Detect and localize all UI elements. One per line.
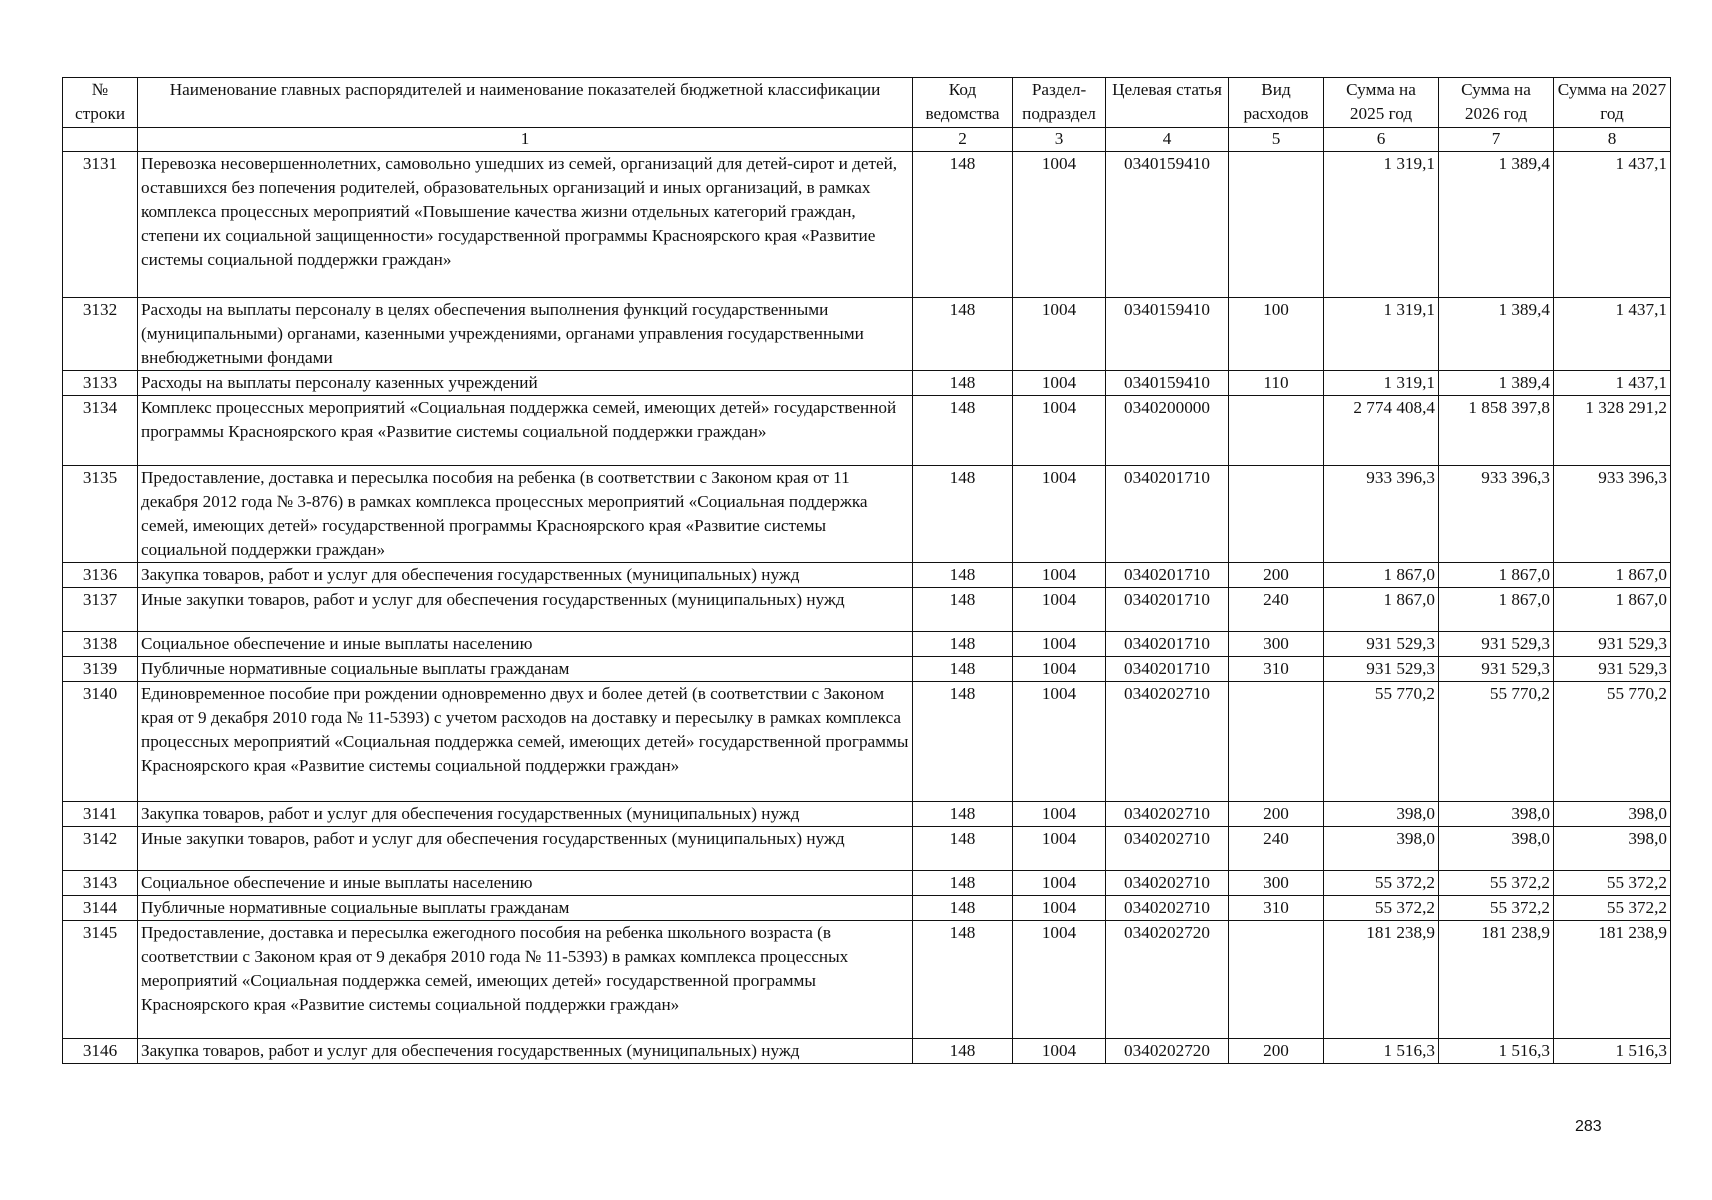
- sum-2025: 55 770,2: [1324, 682, 1439, 802]
- sum-2025: 1 319,1: [1324, 298, 1439, 371]
- header-expense-type: Вид расходов: [1229, 78, 1324, 128]
- sum-2025: 931 529,3: [1324, 632, 1439, 657]
- expense-type: [1229, 396, 1324, 466]
- dept-code: 148: [913, 298, 1013, 371]
- expense-type: 310: [1229, 657, 1324, 682]
- row-number: 3137: [63, 588, 138, 632]
- sum-2026: 1 858 397,8: [1439, 396, 1554, 466]
- row-name: Комплекс процессных мероприятий «Социальная поддержка семей, имеющих детей» государственной программы Красноярского края «Развитие системы социальной поддержки граждан»: [138, 396, 913, 466]
- sum-2025: 55 372,2: [1324, 871, 1439, 896]
- expense-type: [1229, 682, 1324, 802]
- target-item: 0340159410: [1106, 152, 1229, 298]
- row-number: 3142: [63, 827, 138, 871]
- target-item: 0340202710: [1106, 827, 1229, 871]
- section-code: 1004: [1013, 896, 1106, 921]
- row-name: Иные закупки товаров, работ и услуг для обеспечения государственных (муниципальных) нужд: [138, 827, 913, 871]
- header-sum-2025: Сумма на 2025 год: [1324, 78, 1439, 128]
- target-item: 0340201710: [1106, 588, 1229, 632]
- row-number: 3133: [63, 371, 138, 396]
- expense-type: 300: [1229, 632, 1324, 657]
- sum-2027: 1 437,1: [1554, 371, 1671, 396]
- section-code: 1004: [1013, 298, 1106, 371]
- section-code: 1004: [1013, 827, 1106, 871]
- target-item: 0340201710: [1106, 466, 1229, 563]
- row-number: 3141: [63, 802, 138, 827]
- sum-2027: 1 867,0: [1554, 563, 1671, 588]
- dept-code: 148: [913, 921, 1013, 1039]
- row-name: Закупка товаров, работ и услуг для обеспечения государственных (муниципальных) нужд: [138, 1039, 913, 1064]
- sum-2027: 181 238,9: [1554, 921, 1671, 1039]
- sum-2025: 1 516,3: [1324, 1039, 1439, 1064]
- target-item: 0340159410: [1106, 371, 1229, 396]
- section-code: 1004: [1013, 563, 1106, 588]
- sum-2026: 933 396,3: [1439, 466, 1554, 563]
- table-row: [63, 563, 1671, 588]
- dept-code: 148: [913, 1039, 1013, 1064]
- expense-type: [1229, 921, 1324, 1039]
- sum-2027: 398,0: [1554, 827, 1671, 871]
- expense-type: [1229, 152, 1324, 298]
- row-name: Закупка товаров, работ и услуг для обеспечения государственных (муниципальных) нужд: [138, 563, 913, 588]
- header-name: Наименование главных распорядителей и наименование показателей бюджетной классификации: [138, 78, 913, 128]
- expense-type: 200: [1229, 802, 1324, 827]
- section-code: 1004: [1013, 466, 1106, 563]
- sum-2026: 931 529,3: [1439, 632, 1554, 657]
- column-number: 6: [1324, 128, 1439, 152]
- section-code: 1004: [1013, 152, 1106, 298]
- sum-2025: 55 372,2: [1324, 896, 1439, 921]
- dept-code: 148: [913, 152, 1013, 298]
- sum-2025: 931 529,3: [1324, 657, 1439, 682]
- target-item: 0340202710: [1106, 682, 1229, 802]
- sum-2025: 2 774 408,4: [1324, 396, 1439, 466]
- table-row: [63, 298, 1671, 371]
- expense-type: 100: [1229, 298, 1324, 371]
- target-item: 0340202710: [1106, 896, 1229, 921]
- sum-2026: 398,0: [1439, 827, 1554, 871]
- expense-type: [1229, 466, 1324, 563]
- sum-2027: 933 396,3: [1554, 466, 1671, 563]
- target-item: 0340202720: [1106, 921, 1229, 1039]
- row-name: Закупка товаров, работ и услуг для обеспечения государственных (муниципальных) нужд: [138, 802, 913, 827]
- dept-code: 148: [913, 466, 1013, 563]
- sum-2027: 1 437,1: [1554, 152, 1671, 298]
- table-row: [63, 371, 1671, 396]
- sum-2027: 55 770,2: [1554, 682, 1671, 802]
- sum-2026: 55 372,2: [1439, 896, 1554, 921]
- table-row: [63, 1039, 1671, 1064]
- row-name: Перевозка несовершеннолетних, самовольно ушедших из семей, организаций для детей-сирот и детей, оставшихся без попечения родителей, образовательных организаций и иных организаций, в рамках комплекса процессных мероприятий «Повышение качества жизни отдельных категорий граждан, степени их социальной защищенности» государственной программы Красноярского края «Развитие системы социальной поддержки граждан»: [138, 152, 913, 298]
- table-row: [63, 871, 1671, 896]
- section-code: 1004: [1013, 871, 1106, 896]
- sum-2026: 181 238,9: [1439, 921, 1554, 1039]
- sum-2025: 181 238,9: [1324, 921, 1439, 1039]
- expense-type: 300: [1229, 871, 1324, 896]
- column-number: 2: [913, 128, 1013, 152]
- row-number: 3134: [63, 396, 138, 466]
- row-name: Иные закупки товаров, работ и услуг для обеспечения государственных (муниципальных) нужд: [138, 588, 913, 632]
- column-number: 5: [1229, 128, 1324, 152]
- sum-2026: 1 389,4: [1439, 152, 1554, 298]
- expense-type: 240: [1229, 827, 1324, 871]
- sum-2026: 398,0: [1439, 802, 1554, 827]
- target-item: 0340201710: [1106, 563, 1229, 588]
- sum-2027: 55 372,2: [1554, 896, 1671, 921]
- header-dept-code: Код ведомства: [913, 78, 1013, 128]
- table-row: [63, 152, 1671, 298]
- row-number: 3135: [63, 466, 138, 563]
- row-number: 3138: [63, 632, 138, 657]
- expense-type: 240: [1229, 588, 1324, 632]
- sum-2025: 1 867,0: [1324, 588, 1439, 632]
- sum-2027: 1 867,0: [1554, 588, 1671, 632]
- row-name: Социальное обеспечение и иные выплаты населению: [138, 632, 913, 657]
- sum-2026: 1 867,0: [1439, 588, 1554, 632]
- expense-type: 200: [1229, 1039, 1324, 1064]
- sum-2027: 1 516,3: [1554, 1039, 1671, 1064]
- sum-2025: 1 319,1: [1324, 152, 1439, 298]
- dept-code: 148: [913, 588, 1013, 632]
- sum-2027: 55 372,2: [1554, 871, 1671, 896]
- section-code: 1004: [1013, 1039, 1106, 1064]
- section-code: 1004: [1013, 682, 1106, 802]
- sum-2027: 398,0: [1554, 802, 1671, 827]
- expense-type: 310: [1229, 896, 1324, 921]
- sum-2025: 398,0: [1324, 802, 1439, 827]
- page-number: 283: [1575, 1118, 1602, 1135]
- dept-code: 148: [913, 371, 1013, 396]
- table-row: [63, 896, 1671, 921]
- row-number: 3145: [63, 921, 138, 1039]
- table-body: [63, 152, 1671, 1064]
- row-number: 3136: [63, 563, 138, 588]
- section-code: 1004: [1013, 657, 1106, 682]
- table-row: [63, 632, 1671, 657]
- target-item: 0340201710: [1106, 632, 1229, 657]
- column-number: 3: [1013, 128, 1106, 152]
- sum-2025: 933 396,3: [1324, 466, 1439, 563]
- dept-code: 148: [913, 871, 1013, 896]
- row-number: 3146: [63, 1039, 138, 1064]
- row-name: Предоставление, доставка и пересылка пособия на ребенка (в соответствии с Законом края от 11 декабря 2012 года № 3-876) в рамках комплекса процессных мероприятий «Социальная поддержка семей, имеющих детей» государственной программы Красноярского края «Развитие системы социальной поддержки граждан»: [138, 466, 913, 563]
- row-name: Расходы на выплаты персоналу казенных учреждений: [138, 371, 913, 396]
- table-row: [63, 802, 1671, 827]
- table-row: [63, 466, 1671, 563]
- header-sum-2027: Сумма на 2027 год: [1554, 78, 1671, 128]
- sum-2025: 398,0: [1324, 827, 1439, 871]
- table-row: [63, 921, 1671, 1039]
- sum-2026: 1 516,3: [1439, 1039, 1554, 1064]
- row-number: 3139: [63, 657, 138, 682]
- target-item: 0340159410: [1106, 298, 1229, 371]
- section-code: 1004: [1013, 371, 1106, 396]
- expense-type: 110: [1229, 371, 1324, 396]
- dept-code: 148: [913, 896, 1013, 921]
- dept-code: 148: [913, 563, 1013, 588]
- dept-code: 148: [913, 682, 1013, 802]
- sum-2026: 1 389,4: [1439, 298, 1554, 371]
- dept-code: 148: [913, 827, 1013, 871]
- table-row: [63, 657, 1671, 682]
- sum-2026: 55 770,2: [1439, 682, 1554, 802]
- target-item: 0340202720: [1106, 1039, 1229, 1064]
- header-target-item: Целевая статья: [1106, 78, 1229, 128]
- column-number: 4: [1106, 128, 1229, 152]
- section-code: 1004: [1013, 921, 1106, 1039]
- row-number: 3144: [63, 896, 138, 921]
- table-row: [63, 588, 1671, 632]
- section-code: 1004: [1013, 396, 1106, 466]
- sum-2026: 1 389,4: [1439, 371, 1554, 396]
- row-name: Публичные нормативные социальные выплаты гражданам: [138, 896, 913, 921]
- expense-type: 200: [1229, 563, 1324, 588]
- sum-2027: 1 437,1: [1554, 298, 1671, 371]
- column-number: 7: [1439, 128, 1554, 152]
- row-number: 3131: [63, 152, 138, 298]
- column-number: [63, 128, 138, 152]
- section-code: 1004: [1013, 632, 1106, 657]
- row-number: 3132: [63, 298, 138, 371]
- header-sum-2026: Сумма на 2026 год: [1439, 78, 1554, 128]
- row-name: Публичные нормативные социальные выплаты гражданам: [138, 657, 913, 682]
- row-name: Единовременное пособие при рождении одновременно двух и более детей (в соответствии с Законом края от 9 декабря 2010 года № 11-5393) с учетом расходов на доставку и пересылку в рамках комплекса процессных мероприятий «Социальная поддержка семей, имеющих детей» государственной программы Красноярского края «Развитие системы социальной поддержки граждан»: [138, 682, 913, 802]
- target-item: 0340202710: [1106, 802, 1229, 827]
- sum-2027: 1 328 291,2: [1554, 396, 1671, 466]
- section-code: 1004: [1013, 588, 1106, 632]
- dept-code: 148: [913, 802, 1013, 827]
- sum-2027: 931 529,3: [1554, 657, 1671, 682]
- dept-code: 148: [913, 632, 1013, 657]
- dept-code: 148: [913, 396, 1013, 466]
- header-row-number: № строки: [63, 78, 138, 128]
- row-number: 3143: [63, 871, 138, 896]
- sum-2026: 55 372,2: [1439, 871, 1554, 896]
- table-row: [63, 682, 1671, 802]
- target-item: 0340200000: [1106, 396, 1229, 466]
- section-code: 1004: [1013, 802, 1106, 827]
- dept-code: 148: [913, 657, 1013, 682]
- sum-2025: 1 867,0: [1324, 563, 1439, 588]
- row-name: Предоставление, доставка и пересылка ежегодного пособия на ребенка школьного возраста (в соответствии с Законом края от 9 декабря 2010 года № 11-5393) в рамках комплекса процессных мероприятий «Социальная поддержка семей, имеющих детей» государственной программы Красноярского края «Развитие системы социальной поддержки граждан»: [138, 921, 913, 1039]
- target-item: 0340202710: [1106, 871, 1229, 896]
- row-name: Социальное обеспечение и иные выплаты населению: [138, 871, 913, 896]
- header-section: Раздел-подраздел: [1013, 78, 1106, 128]
- table-row: [63, 396, 1671, 466]
- sum-2026: 931 529,3: [1439, 657, 1554, 682]
- column-number: 1: [138, 128, 913, 152]
- row-number: 3140: [63, 682, 138, 802]
- table-row: [63, 827, 1671, 871]
- target-item: 0340201710: [1106, 657, 1229, 682]
- budget-table: [62, 77, 1671, 1064]
- row-name: Расходы на выплаты персоналу в целях обеспечения выполнения функций государственными (муниципальными) органами, казенными учреждениями, органами управления государственными внебюджетными фондами: [138, 298, 913, 371]
- sum-2026: 1 867,0: [1439, 563, 1554, 588]
- column-number: 8: [1554, 128, 1671, 152]
- sum-2025: 1 319,1: [1324, 371, 1439, 396]
- sum-2027: 931 529,3: [1554, 632, 1671, 657]
